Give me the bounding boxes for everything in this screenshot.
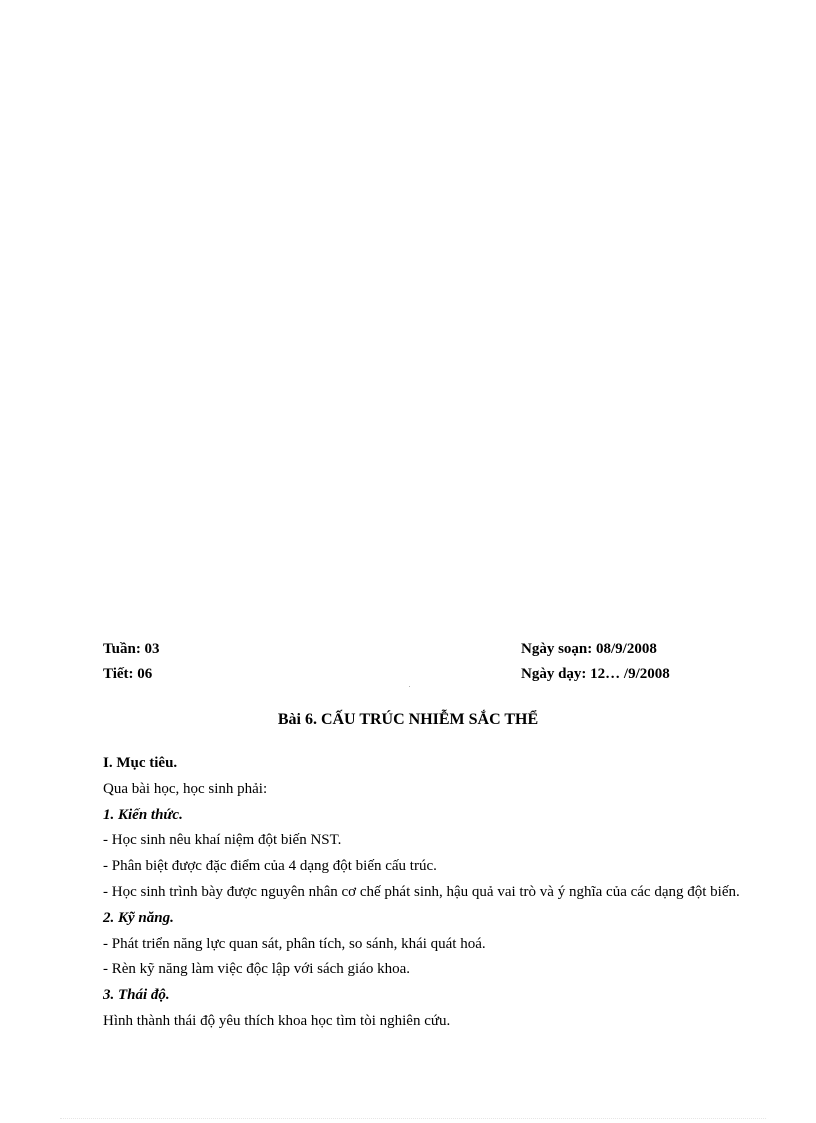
knowledge-item: - Học sinh nêu khaí niệm đột biến NST. bbox=[103, 832, 342, 849]
knowledge-item: - Phân biệt được đặc điểm của 4 dạng đột biến cấu trúc. bbox=[103, 858, 437, 875]
skills-item: - Rèn kỹ năng làm việc độc lập với sách giáo khoa. bbox=[103, 961, 411, 978]
attitude-text: Hình thành thái độ yêu thích khoa học tìm tòi nghiên cứu. bbox=[103, 1012, 451, 1029]
prep-date-label: Ngày soạn: 08/9/2008 bbox=[521, 641, 657, 657]
skills-item: - Phát triển năng lực quan sát, phân tích, so sánh, khái quát hoá. bbox=[103, 935, 486, 952]
intro-line: Qua bài học, học sinh phải: bbox=[103, 780, 268, 797]
lesson-title: Bài 6. CẤU TRÚC NHIỄM SẮC THỂ bbox=[277, 711, 539, 728]
attitude-heading: 3. Thái độ. bbox=[103, 987, 170, 1004]
knowledge-item: - Học sinh trình bày được nguyên nhân cơ chế phát sinh, hậu quả vai trò và ý nghĩa của các dạng đột biến. bbox=[103, 883, 740, 900]
teach-date-label: Ngày dạy: 12… /9/2008 bbox=[521, 666, 670, 682]
page-bottom-divider bbox=[60, 1118, 766, 1119]
stray-dot bbox=[409, 686, 410, 687]
lesson-body bbox=[60, 751, 766, 1035]
section-heading-objectives: I. Mục tiêu. bbox=[103, 755, 178, 771]
period-label: Tiết: 06 bbox=[103, 666, 153, 682]
week-label: Tuần: 03 bbox=[103, 641, 160, 657]
knowledge-heading: 1. Kiến thức. bbox=[103, 806, 183, 823]
skills-heading: 2. Kỹ năng. bbox=[103, 909, 174, 926]
